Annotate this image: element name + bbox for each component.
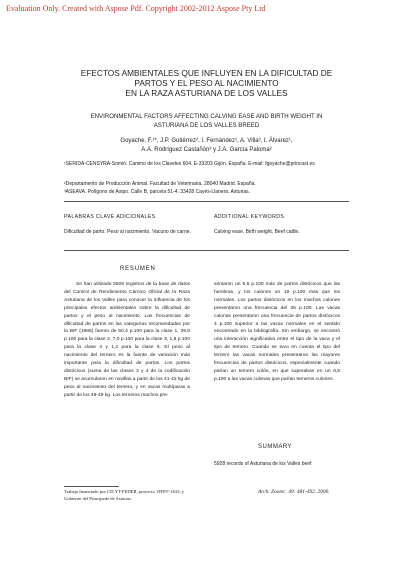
english-title [40,112,373,130]
resumen-heading: RESUMEN [120,266,156,272]
affiliation-3: ³ASEAVA. Polígono de Asipo. Calle B, parcela 51-4. 33428 Cayés-Llanera. Asturias. [64,189,251,195]
english-title-line: ASTURIANA DE LOS VALLES BREED [153,122,260,129]
watermark: Evaluation Only. Created with Aspose Pdf. Copyright 2002-2012 Aspose Pty Ltd [6,4,266,13]
keywords-es-text: Dificultad de parto. Peso al nacimiento. Vacuno de carne. [64,229,191,235]
authors [40,137,373,155]
divider [64,201,349,202]
title-line: PARTOS Y EL PESO AL NACIMIENTO [134,78,279,88]
summary-heading: SUMMARY [258,444,293,450]
authors-line: A.A. Rodríguez Castañón³ y J.A. García Paloma² [141,147,272,153]
title-line: EN LA RAZA ASTURIANA DE LOS VALLES [125,88,288,98]
english-title-line: ENVIRONMENTAL FACTORS AFFECTING CALVING EASE AND BIRTH WEIGHT IN [90,113,323,120]
affiliation-2: ²Departamento de Producción Animal. Facultad de Veterinaria. 28040 Madrid. España. [64,181,256,187]
footnote-rule [64,486,119,487]
paper-title [40,68,373,98]
resumen-column-2: sentaron un 6,5 p.100 más de partos distócicos que las hembras, y los culones un 16 p.100 más que los normales. Los partos distócicos en los machos culones presentaron una frecuencia del 25 p.100. Las vacas culonas presentaron una frecuencia de partos distócicos 4 p.100 superior a las vacas normales en el sentido encontrado en la bibliografía. Sin embargo, se encontró una interacción significativa entre el tipo de la vaca y el tipo de ternero. Cuando se tuvo en cuenta el tipo del ternero las vacas normales presentaron las mayores frecuencias de partos distócicos, especialmente cuando parían un ternero culón, en que superaban en un 6,5 p.100 a las vacas culonas que parían terneros culones. [214,282,340,382]
summary-text: 5928 records of Asturiana de los Valles beef [214,461,312,467]
title-line: EFECTOS AMBIENTALES QUE INFLUYEN EN LA DIFICULTAD DE [80,68,333,78]
affiliation-1: ¹SERIDA-CENSYRA-Somió. Camino de los Claveles 604. E-33203 Gijón. España. E-mail: fgoyache@princast.es [64,161,315,167]
keywords-es-heading: PALABRAS CLAVE ADICIONALES [64,214,156,220]
resumen-column-1: Se han utilizado 5928 registros de la base de datos del Control de Rendimiento Cárnico Oficial de la Raza Asturiana de los Valles para conocer la influencia de los principales efectos ambientales sobre la dificultad de partos y el peso al nacimiento. Las frecuencias de dificultad de partos en las categorías recomendadas por la BIF (1986) fueron de 50,4 p.100 para la clase 1, 39,6 p.100 para la clase 2, 7,0 p.100 para la clase 3, 1,8 p.100 para la clase 4 y 1,2 para la clase 5. El peso al nacimiento del ternero es la fuente de variación más importante para la dificultad de partos. Los partos distócicos (suma de las clases 3 y 4 de la codificación BIF) se acumularon en novillas a partir de los 41-42 kg de peso al nacimiento del ternero, y en vacas multíparas a partir de los 48-49 kg. Los terneros machos pre- [64,282,190,398]
keywords-en-text: Calving ease. Birth weight. Beef cattle. [214,229,300,235]
authors-line: Goyache, F.¹*, J.P. Gutiérrez², I. Fernández¹, A. Villa³, I. Álvarez¹, [120,138,293,144]
journal-citation: Arch. Zootec. 49: 481-492. 2000. [258,489,330,495]
footnote: Trabajo financiado por CICYT-FEDER, proyecto 1FD97-1633, y Gobierno del Principado de Asturias. [64,489,185,501]
divider [64,250,349,251]
keywords-en-heading: ADDITIONAL KEYWORDS [214,214,285,220]
